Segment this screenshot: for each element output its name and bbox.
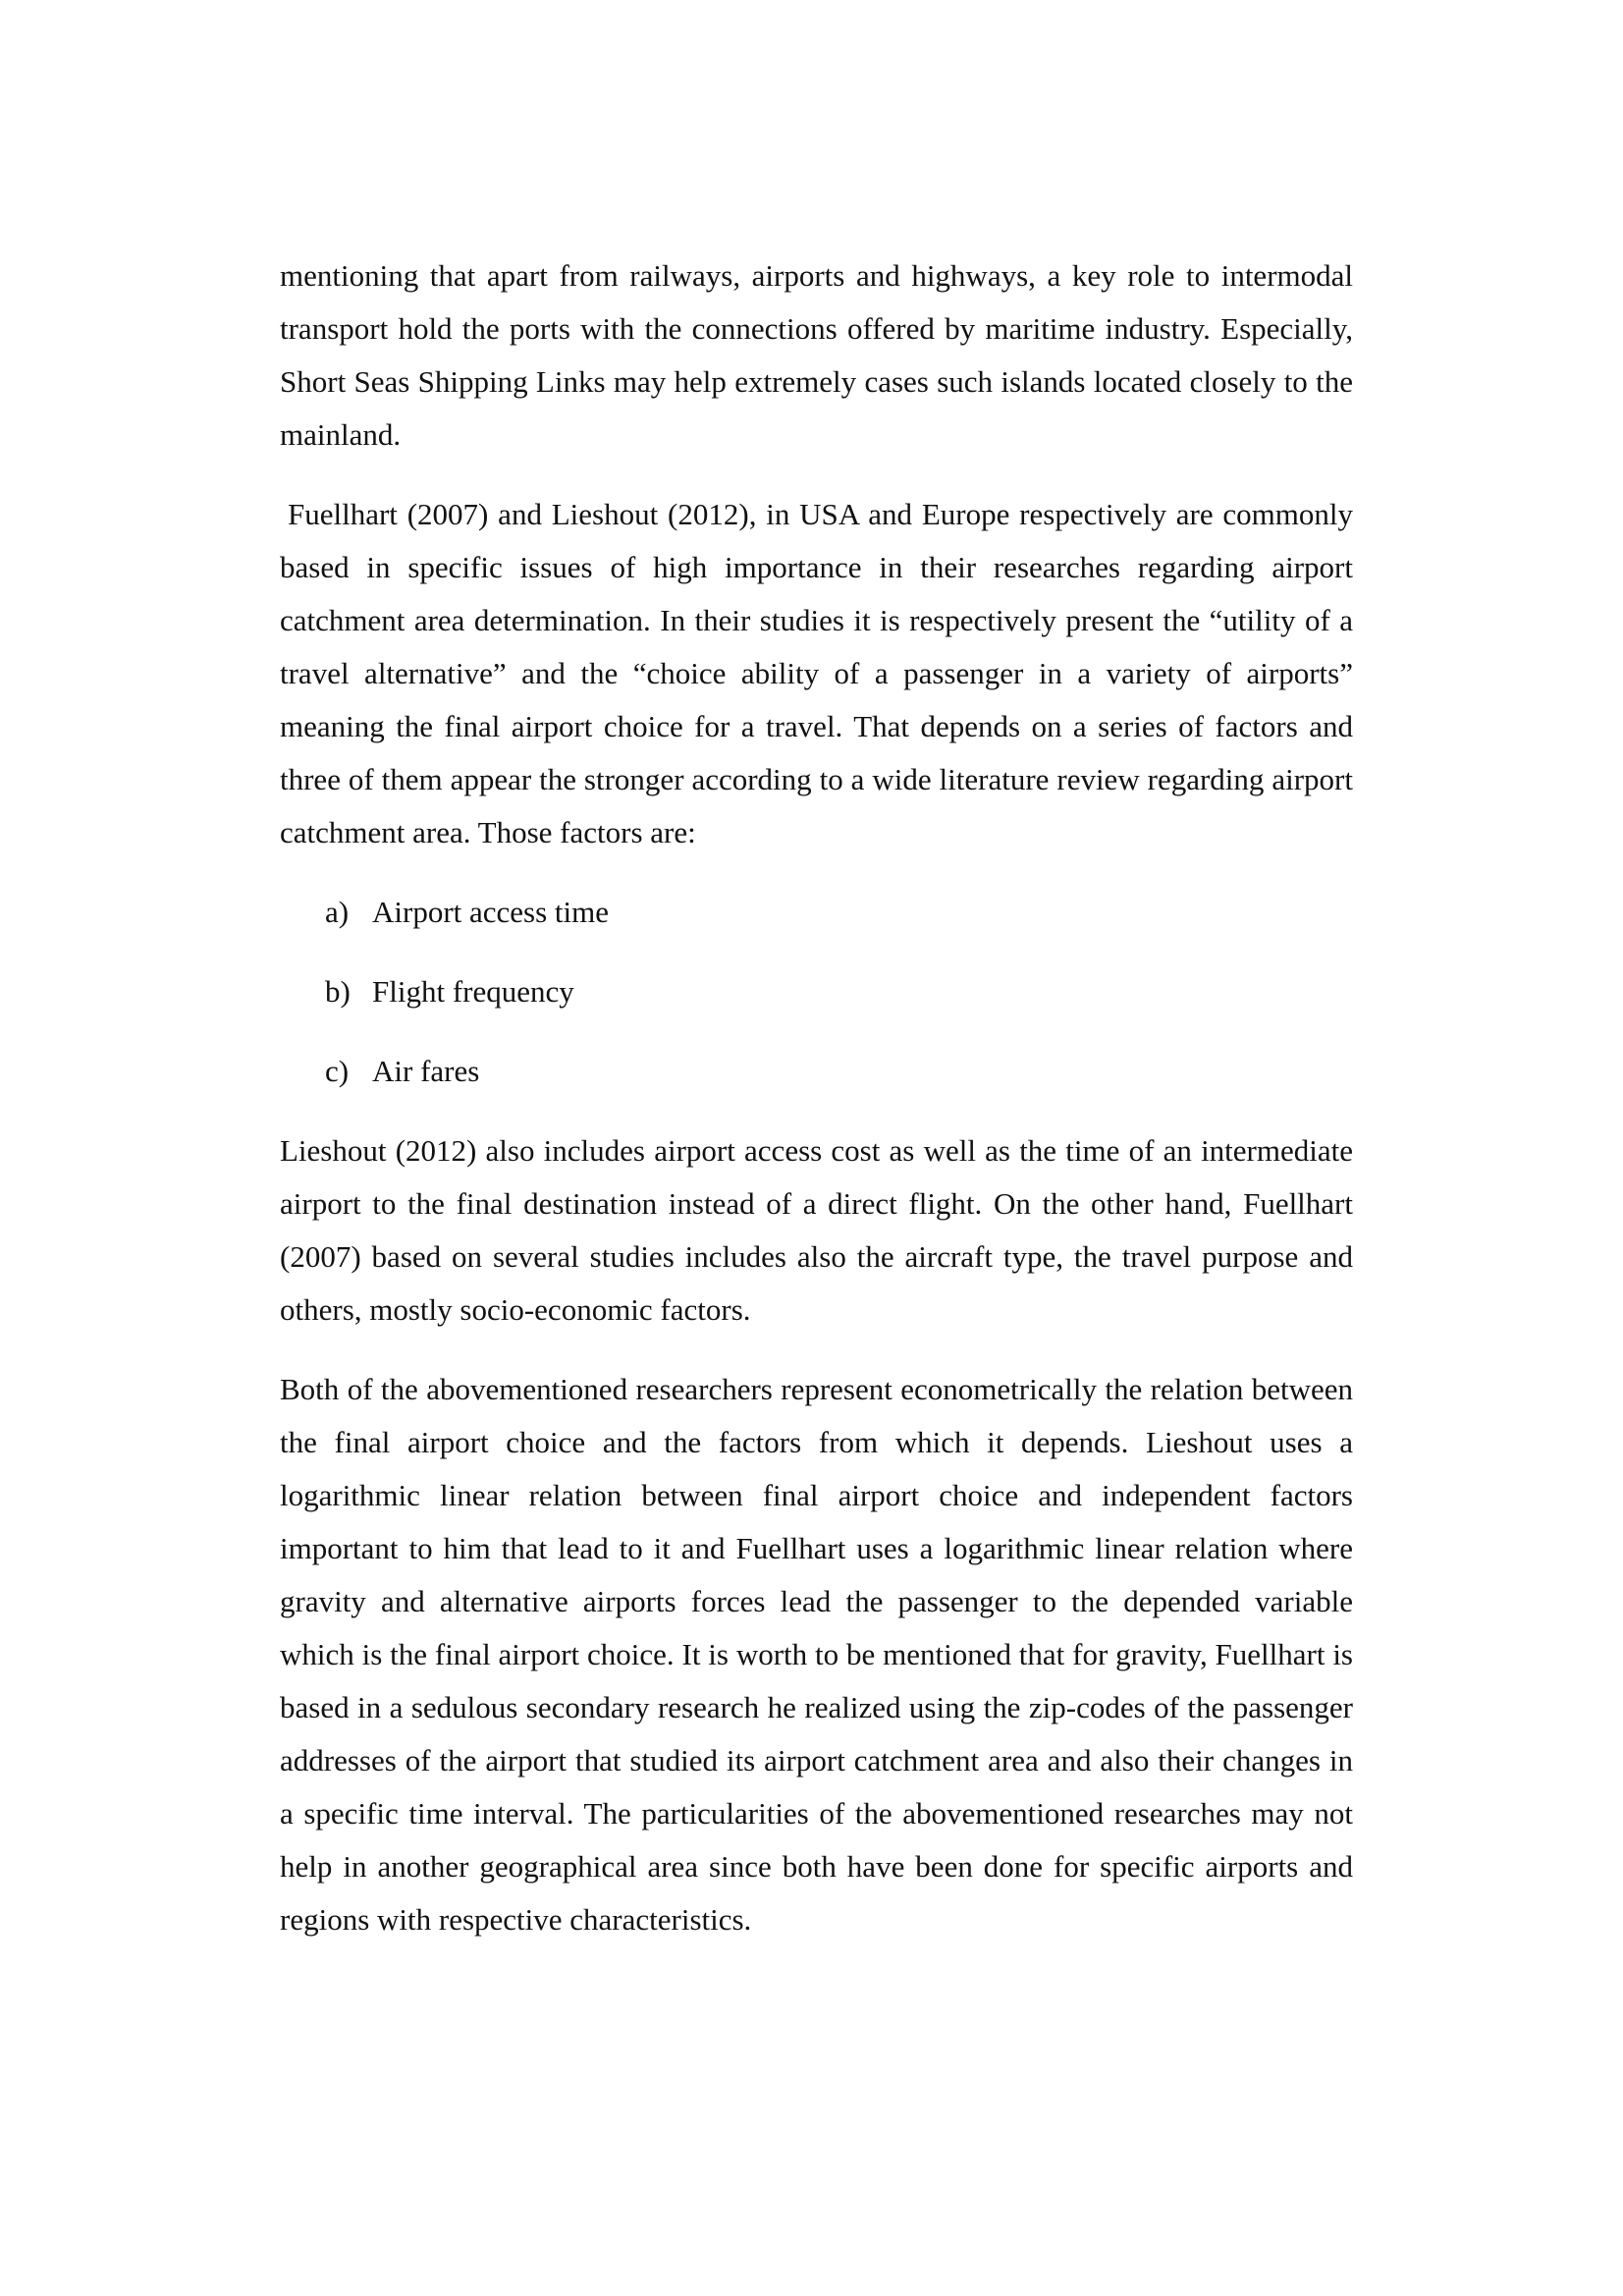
list-marker: b) — [325, 974, 351, 1009]
paragraph-lieshout-fuellhart: Lieshout (2012) also includes airport access cost as well as the time of an intermediate airport to the final destination instead of a direct flight. On the other hand, Fuellhart (2007) based on several studies includes also the aircraft type, the travel purpose and others, mostly socio-economic factors. — [280, 1133, 1353, 1327]
page-body — [280, 249, 1353, 1946]
list-item-text: Air fares — [372, 1054, 480, 1088]
list-item — [280, 965, 1353, 1018]
list-marker: a) — [325, 895, 350, 929]
list-item-text: Airport access time — [372, 895, 610, 929]
list-item — [280, 1045, 1353, 1098]
paragraph-catchment-factors: Fuellhart (2007) and Lieshout (2012), in USA and Europe respectively are commonly based in specific issues of high importance in their researches regarding airport catchment area determination. In their studies it is respectively present the “utility of a travel alternative” and the “choice ability of a passenger in a variety of airports” meaning the final airport choice for a travel. That depends on a series of factors and three of them appear the stronger according to a wide literature review regarding airport catchment area. Those factors are: — [280, 497, 1353, 849]
list-marker: c) — [325, 1054, 350, 1088]
list-item — [280, 886, 1353, 939]
list-item-text: Flight frequency — [372, 974, 574, 1009]
paragraph-intermodal-transport: mentioning that apart from railways, airports and highways, a key role to intermodal transport hold the ports with the connections offered by maritime industry. Especially, Short Seas Shipping Links may help extremely cases such islands located closely to the mainland. — [280, 258, 1353, 452]
paragraph-econometric-relation: Both of the abovementioned researchers represent econometrically the relation between the final airport choice and the factors from which it depends. Lieshout uses a logarithmic linear relation between final airport choice and independent factors important to him that lead to it and Fuellhart uses a logarithmic linear relation where gravity and alternative airports forces lead the passenger to the depended variable which is the final airport choice. It is worth to be mentioned that for gravity, Fuellhart is based in a sedulous secondary research he realized using the zip-codes of the passenger addresses of the airport that studied its airport catchment area and also their changes in a specific time interval. The particularities of the abovementioned researches may not help in another geographical area since both have been done for specific airports and regions with respective characteristics. — [280, 1372, 1353, 1937]
factor-list — [280, 886, 1353, 1098]
